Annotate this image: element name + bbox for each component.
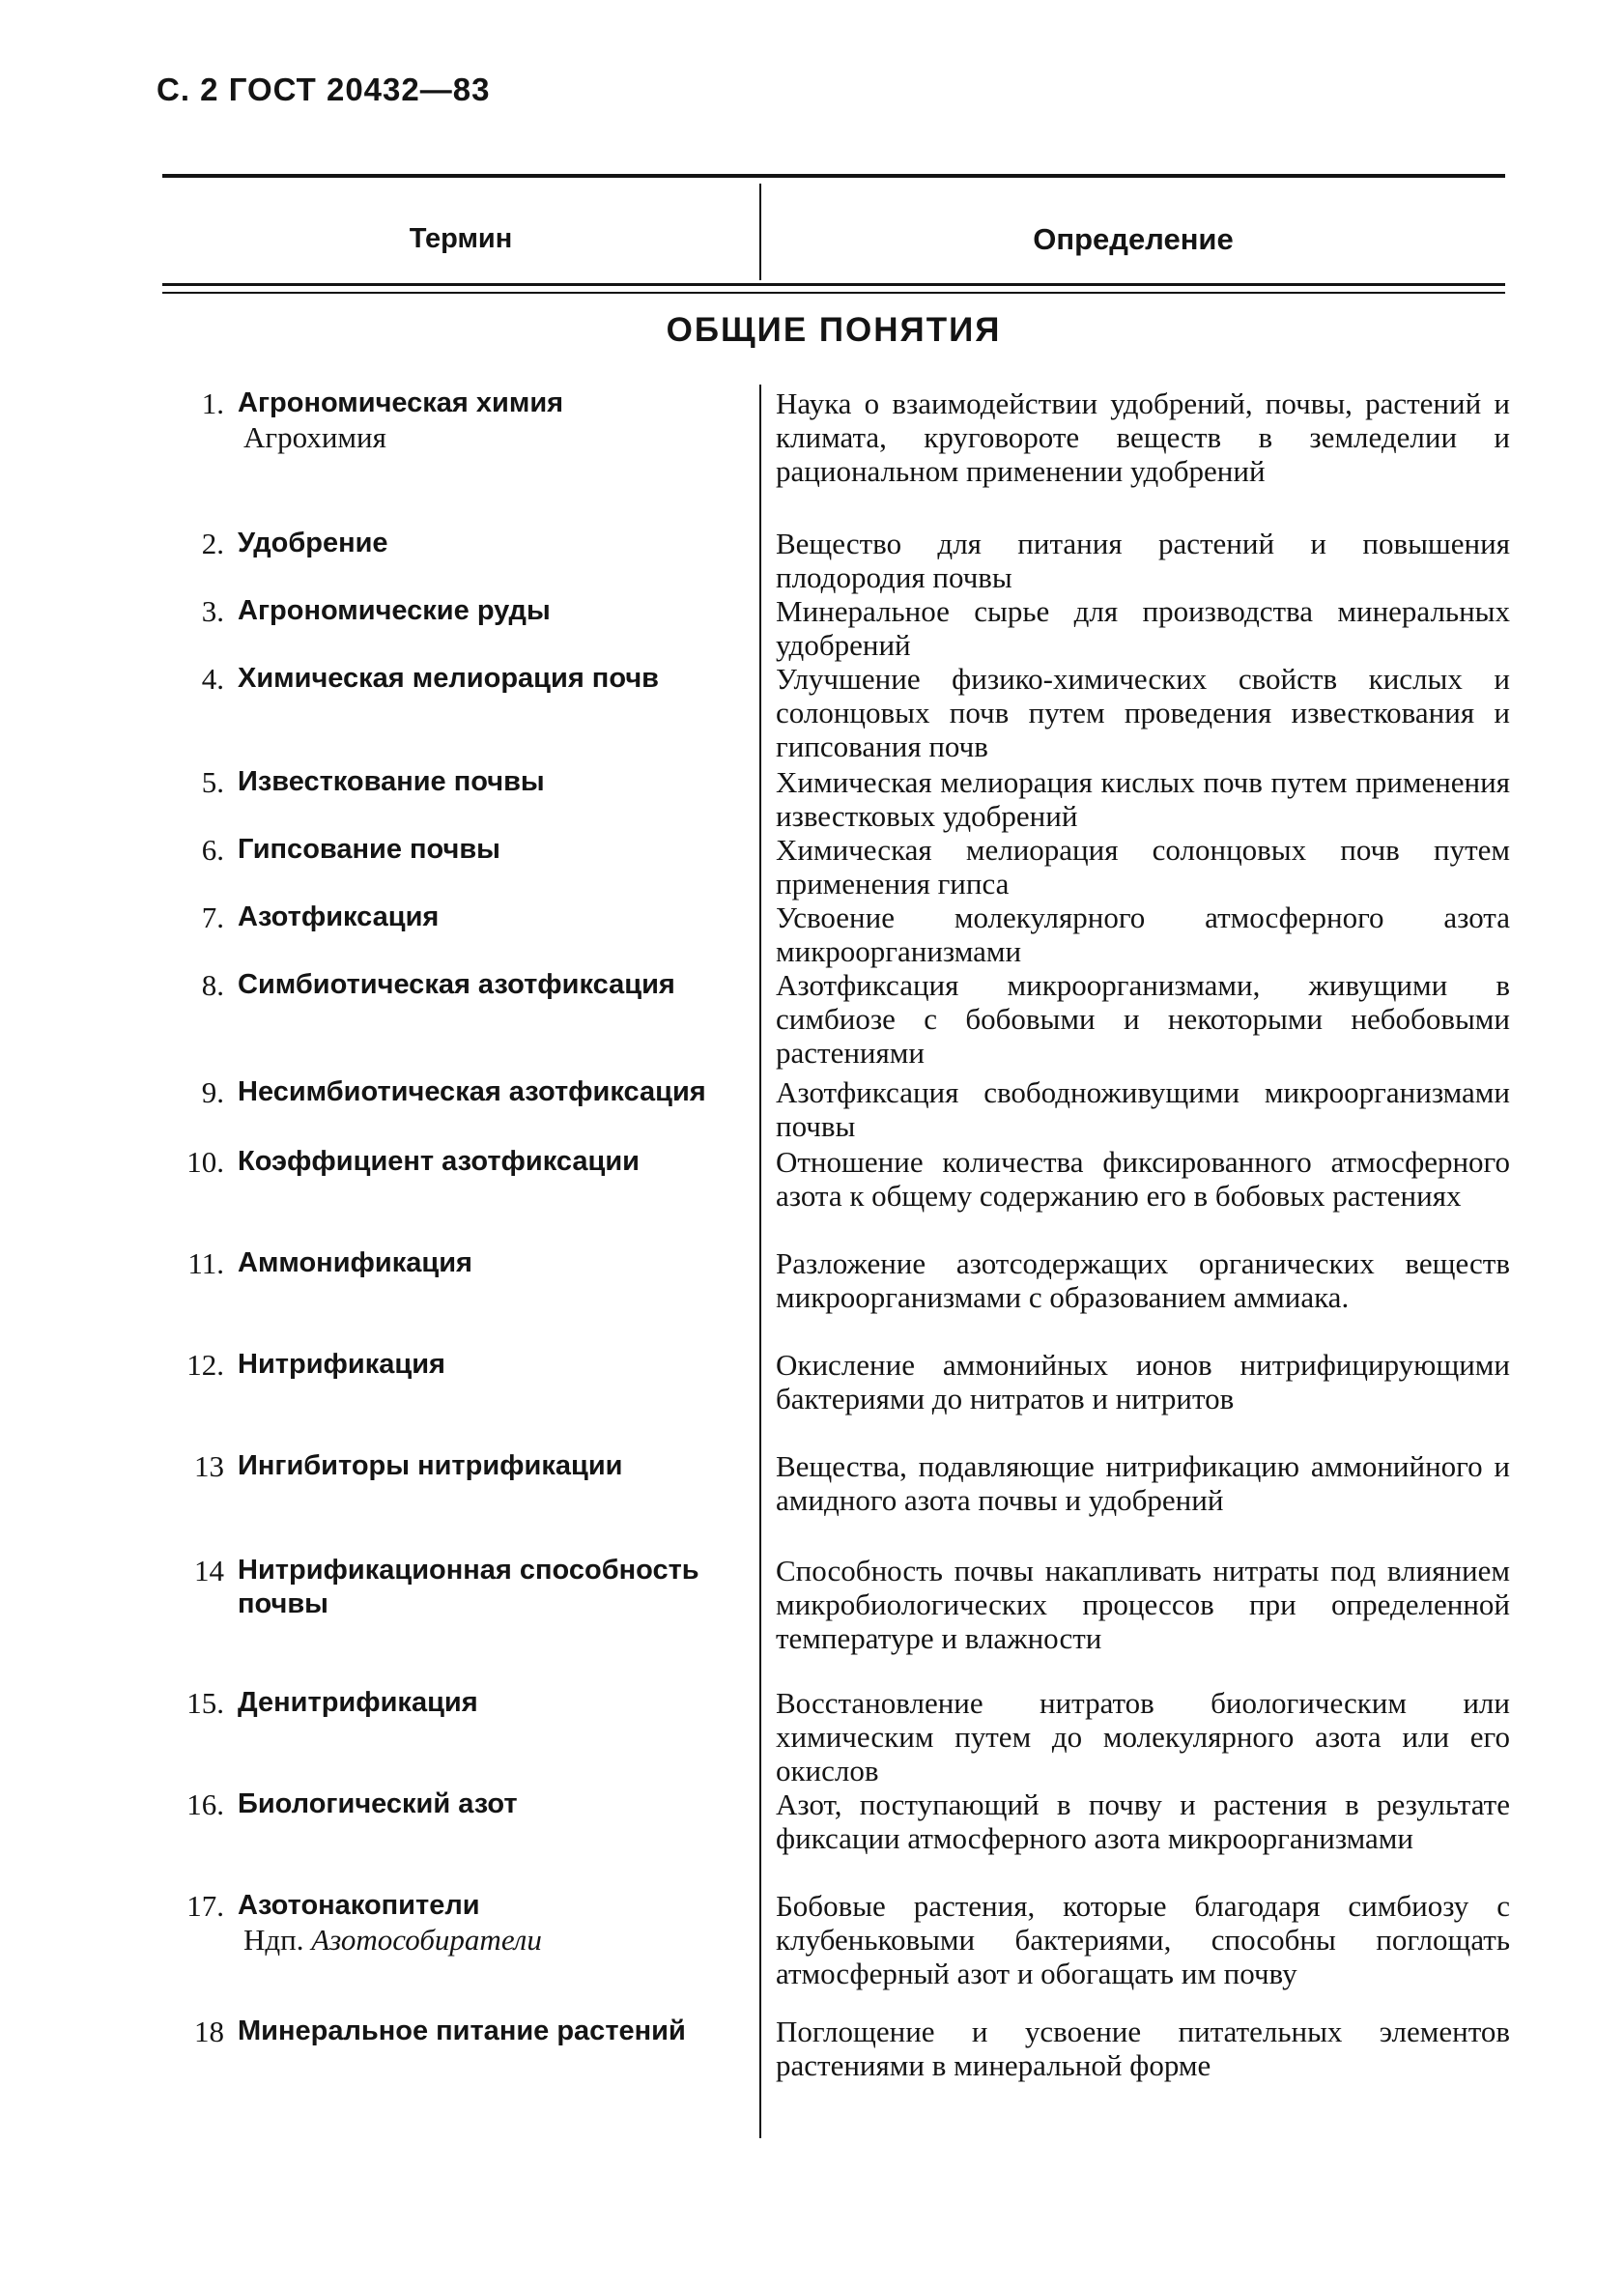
term-cell <box>238 1145 740 1179</box>
term-cell <box>238 1348 740 1382</box>
term-text: Удобрение <box>238 528 388 558</box>
term-text: Агрономическая химия <box>238 387 564 418</box>
term-text: Агрономические руды <box>238 595 551 626</box>
row-number: 3. <box>201 594 224 628</box>
term-cell <box>238 1686 740 1720</box>
definition-cell: Разложение азотсодержащих органических веществ микроорганизмами с образованием аммиака. <box>776 1246 1510 1314</box>
row-number: 11. <box>187 1246 224 1280</box>
table-top-rule <box>162 174 1505 178</box>
row-number: 7. <box>201 901 224 934</box>
term-text: Нитрификация <box>238 1349 445 1380</box>
column-header-definition: Определение <box>1033 222 1234 256</box>
section-title: ОБЩИЕ ПОНЯТИЯ <box>666 311 1002 349</box>
definition-cell: Бобовые растения, которые благодаря симбиозу с клубеньковыми бактериями, способны поглощать атмосферный азот и обогащать им почву <box>776 1889 1510 1990</box>
definition-cell: Минеральное сырье для производства минеральных удобрений <box>776 594 1510 662</box>
term-text: Нитрификационная способность почвы <box>238 1555 699 1619</box>
row-number: 18 <box>194 2015 224 2048</box>
term-cell <box>238 662 740 696</box>
row-number: 16. <box>186 1787 224 1821</box>
term-text: Аммонификация <box>238 1247 472 1278</box>
term-cell <box>238 2015 740 2048</box>
row-number: 8. <box>201 968 224 1002</box>
definition-cell: Азотфиксация микроорганизмами, живущими в симбиозе с бобовыми и некоторыми небобовыми растениями <box>776 968 1510 1070</box>
term-text: Коэффициент азотфиксации <box>238 1146 640 1177</box>
term-text: Азотфиксация <box>238 901 440 932</box>
term-cell <box>238 1787 740 1821</box>
page-header: С. 2 ГОСТ 20432—83 <box>157 71 491 107</box>
row-number: 17. <box>186 1889 224 1923</box>
row-number: 9. <box>201 1075 224 1109</box>
row-number: 13 <box>194 1449 224 1483</box>
alternate-term: Ндп. Азотособиратели <box>243 1923 542 1957</box>
row-number: 6. <box>201 833 224 867</box>
definition-cell: Окисление аммонийных ионов нитрифицирующими бактериями до нитратов и нитритов <box>776 1348 1510 1415</box>
column-header-term: Термин <box>409 223 513 254</box>
term-text: Симбиотическая азотфиксация <box>238 969 675 1000</box>
term-cell <box>238 765 740 799</box>
term-text: Несимбиотическая азотфиксация <box>238 1076 706 1107</box>
term-text: Денитрификация <box>238 1687 478 1718</box>
term-cell <box>238 386 740 454</box>
term-text: Биологический азот <box>238 1788 518 1819</box>
row-number: 5. <box>201 765 224 799</box>
row-number: 14 <box>194 1554 224 1587</box>
term-cell <box>238 527 740 560</box>
row-number: 10. <box>186 1145 224 1179</box>
term-text: Минеральное питание растений <box>238 2015 686 2046</box>
row-number: 12. <box>186 1348 224 1382</box>
term-text: Известкование почвы <box>238 766 545 797</box>
term-cell <box>238 968 740 1002</box>
definition-cell: Способность почвы накапливать нитраты под влиянием микробиологических процессов при определенной температуре и влажности <box>776 1554 1510 1655</box>
definition-cell: Улучшение физико-химических свойств кислых и солонцовых почв путем проведения известкования и гипсования почв <box>776 662 1510 763</box>
column-separator-body <box>759 385 761 2138</box>
definition-cell: Азот, поступающий в почву и растения в результате фиксации атмосферного азота микроорганизмами <box>776 1787 1510 1855</box>
term-cell <box>238 1889 740 1957</box>
definition-cell: Усвоение молекулярного атмосферного азота микроорганизмами <box>776 901 1510 968</box>
term-cell <box>238 901 740 934</box>
definition-cell: Вещество для питания растений и повышения плодородия почвы <box>776 527 1510 594</box>
term-cell <box>238 1449 740 1483</box>
definition-cell: Поглощение и усвоение питательных элементов растениями в минеральной форме <box>776 2015 1510 2082</box>
definition-cell: Химическая мелиорация кислых почв путем применения известковых удобрений <box>776 765 1510 833</box>
term-cell <box>238 594 740 628</box>
term-text: Химическая мелиорация почв <box>238 663 659 694</box>
definition-cell: Вещества, подавляющие нитрификацию аммонийного и амидного азота почвы и удобрений <box>776 1449 1510 1517</box>
definition-cell: Отношение количества фиксированного атмосферного азота к общему содержанию его в бобовых растениях <box>776 1145 1510 1213</box>
definition-cell: Наука о взаимодействии удобрений, почвы, растений и климата, круговороте веществ в земледелии и рациональном применении удобрений <box>776 386 1510 488</box>
row-number: 15. <box>186 1686 224 1720</box>
term-cell <box>238 833 740 867</box>
row-number: 2. <box>201 527 224 560</box>
term-cell <box>238 1554 740 1621</box>
header-rule-1 <box>162 283 1505 286</box>
row-number: 1. <box>201 386 224 420</box>
alternate-term: Агрохимия <box>243 420 386 454</box>
definition-cell: Восстановление нитратов биологическим или химическим путем до молекулярного азота или его окислов <box>776 1686 1510 1787</box>
term-text: Гипсование почвы <box>238 834 500 865</box>
definition-cell: Химическая мелиорация солонцовых почв путем применения гипса <box>776 833 1510 901</box>
row-number: 4. <box>201 662 224 696</box>
term-text: Ингибиторы нитрификации <box>238 1450 623 1481</box>
term-cell <box>238 1246 740 1280</box>
definition-cell: Азотфиксация свободноживущими микроорганизмами почвы <box>776 1075 1510 1143</box>
header-rule-2 <box>162 292 1505 294</box>
term-text: Азотонакопители <box>238 1890 480 1921</box>
term-cell <box>238 1075 740 1109</box>
